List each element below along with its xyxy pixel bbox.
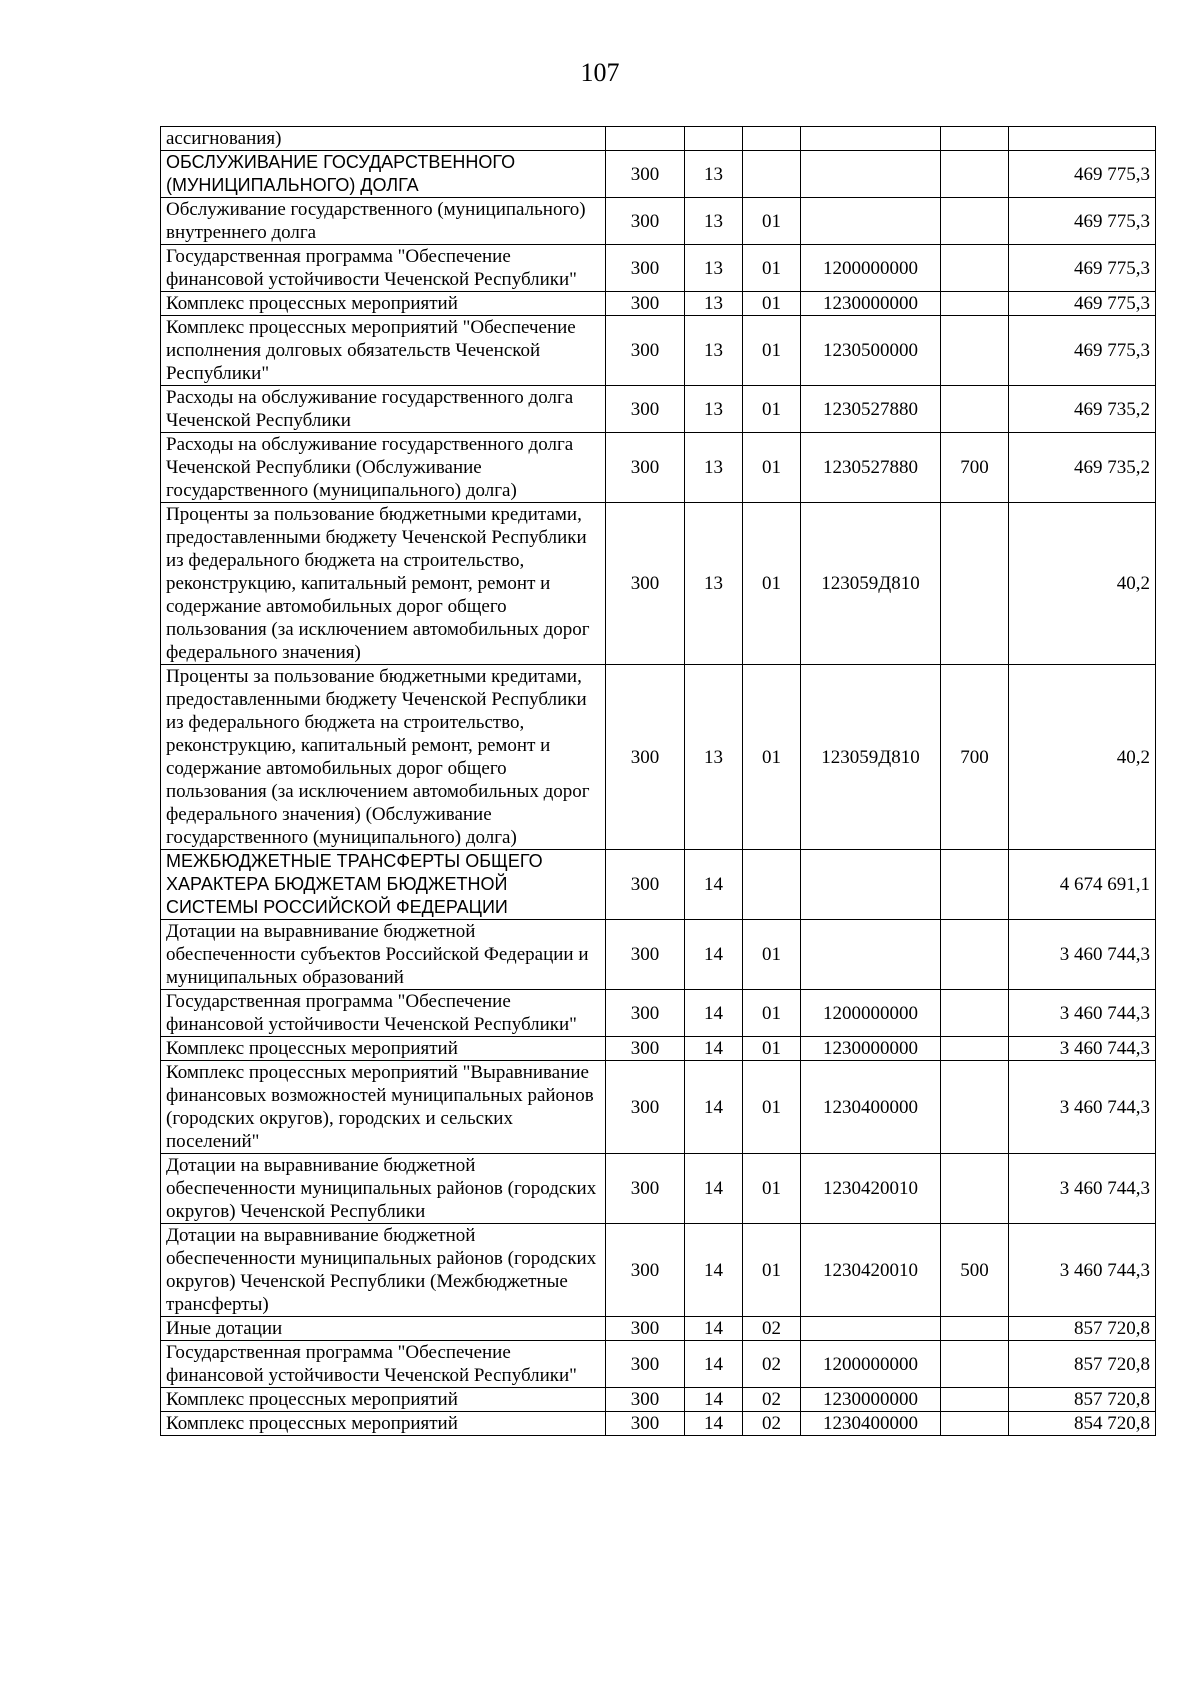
- ministry-code-cell: 300: [606, 1154, 685, 1224]
- subsection-code-cell: 01: [743, 386, 801, 433]
- amount-cell: 3 460 744,3: [1009, 1037, 1156, 1061]
- section-code-cell: 13: [685, 665, 743, 850]
- expense-type-cell: [941, 245, 1009, 292]
- target-article-cell: [801, 850, 941, 920]
- ministry-code-cell: 300: [606, 990, 685, 1037]
- expense-type-cell: [941, 1388, 1009, 1412]
- budget-table: [160, 126, 1156, 1436]
- target-article-cell: 1200000000: [801, 1341, 941, 1388]
- expense-type-cell: [941, 920, 1009, 990]
- target-article-cell: 1230000000: [801, 1037, 941, 1061]
- subsection-code-cell: 01: [743, 665, 801, 850]
- amount-cell: 3 460 744,3: [1009, 920, 1156, 990]
- row-name-cell: Комплекс процессных мероприятий "Выравнивание финансовых возможностей муниципальных районов (городских округов), городских и сельских поселений": [161, 1061, 606, 1154]
- ministry-code-cell: 300: [606, 665, 685, 850]
- table-row: [161, 503, 1156, 665]
- section-code-cell: 14: [685, 850, 743, 920]
- subsection-code-cell: 01: [743, 316, 801, 386]
- row-name-cell: Расходы на обслуживание государственного долга Чеченской Республики: [161, 386, 606, 433]
- target-article-cell: 1230000000: [801, 292, 941, 316]
- section-code-cell: 13: [685, 198, 743, 245]
- expense-type-cell: [941, 198, 1009, 245]
- ministry-code-cell: 300: [606, 1341, 685, 1388]
- row-name-cell: ассигнования): [161, 127, 606, 151]
- expense-type-cell: 700: [941, 665, 1009, 850]
- amount-cell: 857 720,8: [1009, 1341, 1156, 1388]
- amount-cell: 4 674 691,1: [1009, 850, 1156, 920]
- row-name-cell: Комплекс процессных мероприятий: [161, 292, 606, 316]
- row-name-cell: Проценты за пользование бюджетными кредитами, предоставленными бюджету Чеченской Республики из федерального бюджета на строительство, реконструкцию, капитальный ремонт, ремонт и содержание автомобильных дорог общего пользования (за исключением автомобильных дорог федерального значения): [161, 503, 606, 665]
- ministry-code-cell: 300: [606, 1061, 685, 1154]
- row-name-cell: Проценты за пользование бюджетными кредитами, предоставленными бюджету Чеченской Республики из федерального бюджета на строительство, реконструкцию, капитальный ремонт, ремонт и содержание автомобильных дорог общего пользования (за исключением автомобильных дорог федерального значения) (Обслуживание государственного (муниципального) долга): [161, 665, 606, 850]
- section-code-cell: 14: [685, 1037, 743, 1061]
- ministry-code-cell: 300: [606, 433, 685, 503]
- ministry-code-cell: 300: [606, 920, 685, 990]
- target-article-cell: 1230000000: [801, 1388, 941, 1412]
- row-name-cell: МЕЖБЮДЖЕТНЫЕ ТРАНСФЕРТЫ ОБЩЕГО ХАРАКТЕРА БЮДЖЕТАМ БЮДЖЕТНОЙ СИСТЕМЫ РОССИЙСКОЙ ФЕДЕРАЦИИ: [161, 850, 606, 920]
- target-article-cell: 1230500000: [801, 316, 941, 386]
- section-code-cell: 14: [685, 990, 743, 1037]
- subsection-code-cell: 01: [743, 1061, 801, 1154]
- ministry-code-cell: 300: [606, 245, 685, 292]
- page-number: 107: [580, 58, 620, 87]
- target-article-cell: [801, 1317, 941, 1341]
- subsection-code-cell: 01: [743, 433, 801, 503]
- target-article-cell: 1230420010: [801, 1224, 941, 1317]
- subsection-code-cell: 01: [743, 503, 801, 665]
- subsection-code-cell: 01: [743, 920, 801, 990]
- amount-cell: 40,2: [1009, 665, 1156, 850]
- table-row: [161, 1224, 1156, 1317]
- table-row: [161, 1341, 1156, 1388]
- row-name-cell: Комплекс процессных мероприятий: [161, 1388, 606, 1412]
- amount-cell: 3 460 744,3: [1009, 990, 1156, 1037]
- section-code-cell: [685, 127, 743, 151]
- section-code-cell: 13: [685, 151, 743, 198]
- amount-cell: 469 775,3: [1009, 151, 1156, 198]
- section-code-cell: 14: [685, 1061, 743, 1154]
- expense-type-cell: [941, 151, 1009, 198]
- ministry-code-cell: 300: [606, 850, 685, 920]
- subsection-code-cell: 01: [743, 198, 801, 245]
- subsection-code-cell: 02: [743, 1317, 801, 1341]
- subsection-code-cell: 01: [743, 1154, 801, 1224]
- amount-cell: 469 775,3: [1009, 316, 1156, 386]
- expense-type-cell: [941, 386, 1009, 433]
- amount-cell: 469 735,2: [1009, 386, 1156, 433]
- expense-type-cell: [941, 1341, 1009, 1388]
- section-code-cell: 13: [685, 292, 743, 316]
- subsection-code-cell: 02: [743, 1388, 801, 1412]
- table-row: [161, 245, 1156, 292]
- section-code-cell: 13: [685, 316, 743, 386]
- ministry-code-cell: 300: [606, 1412, 685, 1436]
- amount-cell: 3 460 744,3: [1009, 1061, 1156, 1154]
- ministry-code-cell: 300: [606, 1317, 685, 1341]
- expense-type-cell: 700: [941, 433, 1009, 503]
- expense-type-cell: [941, 1412, 1009, 1436]
- row-name-cell: Государственная программа "Обеспечение финансовой устойчивости Чеченской Республики": [161, 245, 606, 292]
- amount-cell: 3 460 744,3: [1009, 1224, 1156, 1317]
- target-article-cell: 1230400000: [801, 1412, 941, 1436]
- row-name-cell: Иные дотации: [161, 1317, 606, 1341]
- table-row: [161, 665, 1156, 850]
- section-code-cell: 14: [685, 1341, 743, 1388]
- subsection-code-cell: [743, 151, 801, 198]
- amount-cell: 3 460 744,3: [1009, 1154, 1156, 1224]
- amount-cell: 469 775,3: [1009, 198, 1156, 245]
- table-row: [161, 1388, 1156, 1412]
- table-row: [161, 1412, 1156, 1436]
- subsection-code-cell: 01: [743, 990, 801, 1037]
- expense-type-cell: [941, 1061, 1009, 1154]
- row-name-cell: Дотации на выравнивание бюджетной обеспеченности муниципальных районов (городских округов) Чеченской Республики: [161, 1154, 606, 1224]
- subsection-code-cell: [743, 127, 801, 151]
- expense-type-cell: [941, 127, 1009, 151]
- amount-cell: 469 775,3: [1009, 245, 1156, 292]
- amount-cell: 857 720,8: [1009, 1317, 1156, 1341]
- table-row: [161, 292, 1156, 316]
- budget-table-body: [161, 127, 1156, 1436]
- target-article-cell: 1200000000: [801, 245, 941, 292]
- table-row: [161, 198, 1156, 245]
- table-row: [161, 850, 1156, 920]
- section-code-cell: 13: [685, 245, 743, 292]
- row-name-cell: Комплекс процессных мероприятий: [161, 1412, 606, 1436]
- table-row: [161, 920, 1156, 990]
- target-article-cell: 123059Д810: [801, 503, 941, 665]
- table-row: [161, 386, 1156, 433]
- expense-type-cell: [941, 1154, 1009, 1224]
- subsection-code-cell: [743, 850, 801, 920]
- section-code-cell: 14: [685, 1154, 743, 1224]
- ministry-code-cell: 300: [606, 198, 685, 245]
- subsection-code-cell: 02: [743, 1412, 801, 1436]
- section-code-cell: 14: [685, 920, 743, 990]
- section-code-cell: 13: [685, 433, 743, 503]
- section-code-cell: 14: [685, 1224, 743, 1317]
- ministry-code-cell: 300: [606, 386, 685, 433]
- row-name-cell: ОБСЛУЖИВАНИЕ ГОСУДАРСТВЕННОГО (МУНИЦИПАЛЬНОГО) ДОЛГА: [161, 151, 606, 198]
- target-article-cell: 1230527880: [801, 386, 941, 433]
- expense-type-cell: [941, 1037, 1009, 1061]
- ministry-code-cell: [606, 127, 685, 151]
- amount-cell: 469 775,3: [1009, 292, 1156, 316]
- row-name-cell: Комплекс процессных мероприятий "Обеспечение исполнения долговых обязательств Чеченской Республики": [161, 316, 606, 386]
- subsection-code-cell: 01: [743, 1224, 801, 1317]
- target-article-cell: 1230420010: [801, 1154, 941, 1224]
- target-article-cell: 1230527880: [801, 433, 941, 503]
- amount-cell: 857 720,8: [1009, 1388, 1156, 1412]
- amount-cell: 469 735,2: [1009, 433, 1156, 503]
- ministry-code-cell: 300: [606, 1224, 685, 1317]
- ministry-code-cell: 300: [606, 292, 685, 316]
- section-code-cell: 14: [685, 1388, 743, 1412]
- subsection-code-cell: 01: [743, 292, 801, 316]
- subsection-code-cell: 01: [743, 1037, 801, 1061]
- target-article-cell: [801, 198, 941, 245]
- section-code-cell: 14: [685, 1412, 743, 1436]
- expense-type-cell: [941, 990, 1009, 1037]
- expense-type-cell: [941, 316, 1009, 386]
- row-name-cell: Комплекс процессных мероприятий: [161, 1037, 606, 1061]
- table-row: [161, 1317, 1156, 1341]
- target-article-cell: [801, 127, 941, 151]
- expense-type-cell: 500: [941, 1224, 1009, 1317]
- target-article-cell: 1230400000: [801, 1061, 941, 1154]
- ministry-code-cell: 300: [606, 316, 685, 386]
- amount-cell: 854 720,8: [1009, 1412, 1156, 1436]
- ministry-code-cell: 300: [606, 1388, 685, 1412]
- section-code-cell: 14: [685, 1317, 743, 1341]
- row-name-cell: Государственная программа "Обеспечение финансовой устойчивости Чеченской Республики": [161, 1341, 606, 1388]
- target-article-cell: 1200000000: [801, 990, 941, 1037]
- subsection-code-cell: 02: [743, 1341, 801, 1388]
- row-name-cell: Дотации на выравнивание бюджетной обеспеченности субъектов Российской Федерации и муниципальных образований: [161, 920, 606, 990]
- row-name-cell: Обслуживание государственного (муниципального) внутреннего долга: [161, 198, 606, 245]
- target-article-cell: 123059Д810: [801, 665, 941, 850]
- expense-type-cell: [941, 503, 1009, 665]
- table-row: [161, 1154, 1156, 1224]
- table-row: [161, 1037, 1156, 1061]
- ministry-code-cell: 300: [606, 1037, 685, 1061]
- section-code-cell: 13: [685, 503, 743, 665]
- amount-cell: 40,2: [1009, 503, 1156, 665]
- subsection-code-cell: 01: [743, 245, 801, 292]
- table-row: [161, 433, 1156, 503]
- ministry-code-cell: 300: [606, 503, 685, 665]
- target-article-cell: [801, 920, 941, 990]
- table-row: [161, 127, 1156, 151]
- expense-type-cell: [941, 292, 1009, 316]
- target-article-cell: [801, 151, 941, 198]
- table-row: [161, 316, 1156, 386]
- expense-type-cell: [941, 850, 1009, 920]
- row-name-cell: Дотации на выравнивание бюджетной обеспеченности муниципальных районов (городских округов) Чеченской Республики (Межбюджетные трансферты): [161, 1224, 606, 1317]
- row-name-cell: Расходы на обслуживание государственного долга Чеченской Республики (Обслуживание государственного (муниципального) долга): [161, 433, 606, 503]
- table-row: [161, 151, 1156, 198]
- amount-cell: [1009, 127, 1156, 151]
- table-row: [161, 990, 1156, 1037]
- row-name-cell: Государственная программа "Обеспечение финансовой устойчивости Чеченской Республики": [161, 990, 606, 1037]
- ministry-code-cell: 300: [606, 151, 685, 198]
- section-code-cell: 13: [685, 386, 743, 433]
- expense-type-cell: [941, 1317, 1009, 1341]
- table-row: [161, 1061, 1156, 1154]
